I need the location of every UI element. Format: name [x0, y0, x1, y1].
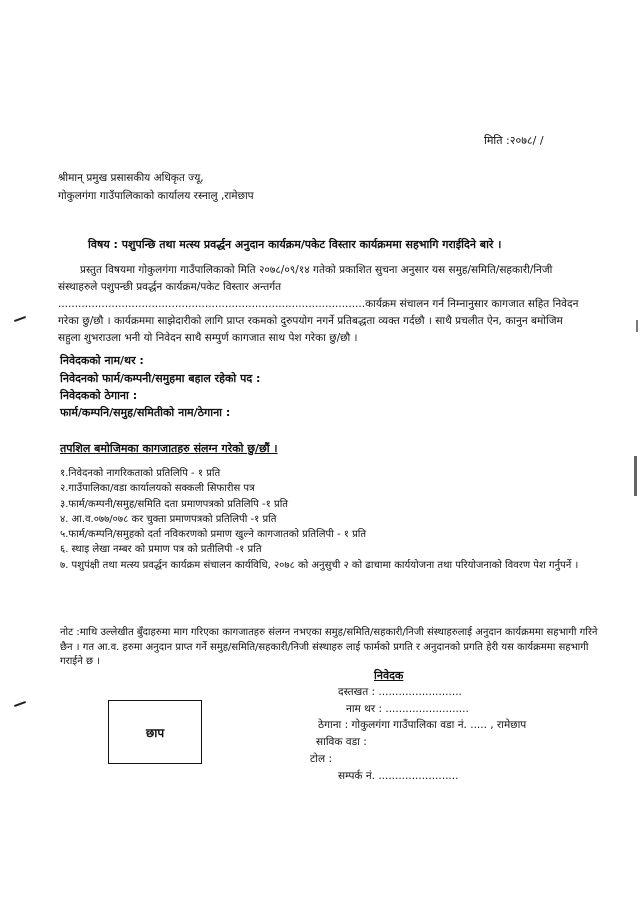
document-item: ६. स्थाइ लेखा नम्बर को प्रमाण पत्र को प्रतीलिपी -१ प्रति — [60, 544, 262, 556]
document-list — [60, 466, 600, 573]
document-item: ४. आ.व.०७७/०७८ कर चुक्ता प्रमाणपत्रको प्रतिलिपी -१ प्रति — [60, 513, 277, 525]
address-line: ठेगाना : गोकुलगंगा गाउँपालिका वडा नं. ..... , रामेछाप — [318, 719, 527, 731]
addressee-line1: श्रीमान् प्रमुख प्रसासकीय अधिकृत ज्यू, — [58, 172, 204, 184]
name-line: नाम थर : ......................... — [346, 703, 469, 715]
document-item: १.निवेदनको नागरिकताको प्रतिलिपि - १ प्रति — [60, 468, 221, 479]
date-line: मिति :२०७८/ / — [484, 134, 544, 147]
document-item: ३.फार्म/कम्पनी/समुह/समिति दता प्रमाणपत्रको प्रतिलिपि -१ प्रति — [60, 498, 288, 510]
body-paragraph: प्रस्तुत विषयमा गोकुलगंगा गाउँपालिकाको मिति २०७८/०९/१४ गतेको प्रकाशित सुचना अनुसार यस समुह/समिति/सहकारी/निजी संस्थाहरुले पशुपन्छी प्रवर्द्धन कार्यक्रम/पकेट विस्तार अन्तर्गत ............................................................................................कार्यक्रम संचालन गर्न निम्नानुसार कागजात सहित निवेदन गरेका छु/छौ । कार्यक्रममा साझेदारीको लागि प्राप्त रकमको दुरुपयोग नगर्ने प्रतिबद्धता व्यक्त गर्दछौ । साथै प्रचलीत ऐन, कानुन बमोजिम सहुला शुभराउला भनी यो निवेदन साथै सम्पुर्ण कागजात साथ पेश गरेका छु/छौ । — [58, 264, 579, 344]
scan-edge-mark — [634, 456, 637, 496]
signature-title: निवेदक — [374, 669, 404, 682]
subject-line: विषय : पशुपन्छि तथा मत्स्य प्रवर्द्धन अनुदान कार्यक्रम/पकेट विस्तार कार्यक्रममा सहभागि गराईदिने बारे । — [88, 238, 502, 251]
tole-line: टोल : — [310, 753, 333, 765]
organization-field: फार्म/कम्पनि/समुह/समितीको नाम/ठेगाना : — [60, 406, 231, 419]
signature-line: दस्तखत : ......................... — [338, 686, 462, 698]
note-paragraph: नोट :माथि उल्लेखीत बुँदाहरुमा माग गरिएका कागजातहरु संलग्न नभएका समुह/समिति/सहकारी/निजी संस्थाहरुलाई अनुदान कार्यक्रममा सहभागी गरिने छैन । गत आ.व. हरुमा अनुदान प्राप्त गर्ने समुह/समिति/सहकारी/निजी संस्थाहरु लाई फार्मको प्रगति र अनुदानको प्रगति हेरी यस कार्यक्रममा सहभागी गराईने छ । — [60, 627, 598, 667]
applicant-position-field: निवेदनको फार्म/कम्पनी/समुहमा बहाल रहेको पद : — [60, 372, 261, 385]
scan-mark — [14, 701, 26, 707]
annex-title: तपशिल बमोजिमका कागजातहरु संलग्न गरेको छु/छौं । — [60, 442, 278, 455]
document-item: २.गाउँपालिका/वडा कार्यालयको सक्कली सिफारीस पत्र — [60, 483, 255, 495]
old-ward-line: साविक वडा : — [316, 736, 367, 748]
addressee-line2: गोकुलगंगा गाउँपालिकाको कार्यालय रस्नालु ,रामेछाप — [58, 190, 254, 202]
scan-edge-mark — [636, 320, 638, 332]
applicant-name-field: निवेदकको नाम/थर : — [60, 354, 144, 367]
stamp-box — [108, 700, 202, 764]
contact-line: सम्पर्क नं. ........................ — [338, 770, 459, 782]
document-item: ७. पशुपंक्षी तथा मत्स्य प्रवर्द्धन कार्यक्रम संचालन कार्यविधि, २०७८ को अनुसुची २ को ढाचामा कार्ययोजना तथा परियोजनाको विवरण पेश गर्नुपर्ने । — [60, 559, 579, 571]
document-item: ५.फार्म/कम्पनि/समुहको दर्ता नविकरणको प्रमाण खुल्ने कागजातको प्रतिलिपी - १ प्रति — [60, 529, 367, 541]
applicant-address-field: निवेदकको ठेगाना : — [60, 389, 138, 402]
scan-mark — [14, 316, 26, 322]
stamp-label: छाप — [145, 725, 165, 740]
